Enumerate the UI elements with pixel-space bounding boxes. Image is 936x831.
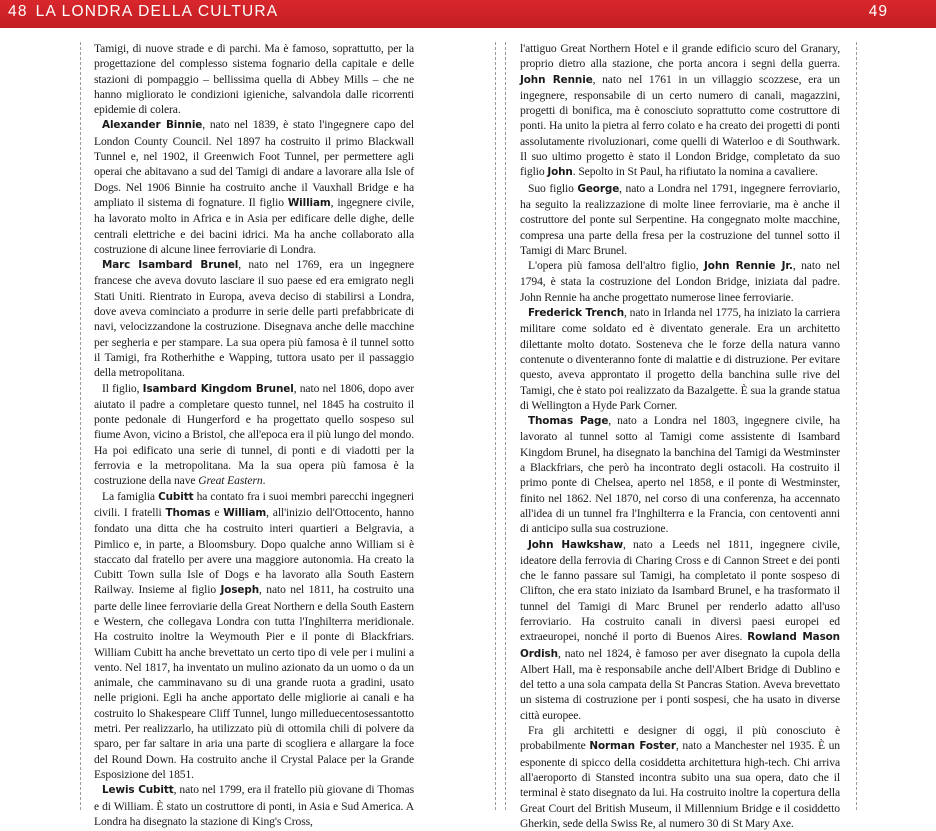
left-header: [8, 3, 278, 21]
person-name: John Rennie Jr.: [704, 260, 793, 273]
left-page-text: [94, 41, 414, 829]
person-name: Lewis Cubitt: [102, 784, 174, 797]
ship-name: Great Eastern: [198, 474, 263, 488]
gutter-rule-right: [505, 42, 506, 810]
paragraph: Tamigi, di nuove strade e di parchi. Ma è famoso, soprattutto, per la progettazione del complesso sistema fognario della capitale e delle stazioni di pompaggio – bellissima quella di Abbey Mills – che ne hanno migliorato le condizioni igieniche, salvandola dalle ricorrenti epidemie di colera.: [94, 42, 414, 117]
person-name: Thomas: [165, 506, 211, 519]
person-name: Joseph: [220, 584, 259, 597]
running-header: [0, 0, 936, 28]
person-name: Isambard Kingdom Brunel: [142, 382, 294, 395]
person-name: Rowland Mason Ordish: [520, 631, 840, 660]
person-name: John: [547, 166, 573, 179]
paragraph-rennie: l'attiguo Great Northern Hotel e il grande edificio scuro del Granary, proprio dietro alla stazione, che porta ancora i segni della guerra. John Rennie, nato nel 1761 in un villaggio scozzese, era un ingegnere, responsabile di un certo numero di canali, magazzini, progetti di bonifica, ma è conosciuto soprattutto come costruttore di ponti. Ha unito la pietra al ferro colato e ha creato dei progetti di ponti assolutamente rivoluzionari, come quelli di Waterloo e di Southwark. Il suo ultimo progetto è stato il London Bridge, completato da suo figlio John. Sepolto in St Paul, ha rifiutato la nomina a cavaliere.: [520, 42, 840, 179]
right-page-number: 49: [868, 3, 888, 20]
right-page-text: [520, 41, 840, 831]
person-name: Cubitt: [158, 490, 194, 503]
left-page-number: 48: [8, 3, 28, 20]
person-name: Frederick Trench: [528, 307, 624, 320]
person-name: Alexander Binnie: [102, 119, 203, 132]
paragraph-marc-brunel: Marc Isambard Brunel, nato nel 1769, era un ingegnere francese che aveva dovuto lasciare il suo paese ed era emigrato negli Stati Uniti. Rientrato in Europa, aveva deciso di stabilirsi a Londra, dove aveva cominciato a produrre in serie delle parti prefabbricate di navi, velocizzandone la costruzione. Disegnava anche delle macchine per segheria e per stampare. La sua opera più famosa è il tunnel sotto il Tamigi, fra Rotherhithe e Wapping, tuttora usato per il passaggio della metropolitana.: [94, 258, 414, 380]
person-name: John Hawkshaw: [528, 538, 623, 551]
paragraph-isambard-brunel: Il figlio, Isambard Kingdom Brunel, nato nel 1806, dopo aver aiutato il padre a completare questo tunnel, nel 1845 ha costruito il ponte pedonale di Hungerford e ha progettato quello sospeso sul fiume Avon, vicino a Bristol, che all'epoca era il più lungo del mondo. Ha poi edificato una serie di tunnel, di ponti e di viadotti per la ferrovia e la metropolitana. Ma la sua opera più famosa è la costruzione della nave Great Eastern.: [94, 381, 415, 488]
person-name: George: [577, 182, 620, 195]
paragraph-foster: Fra gli architetti e designer di oggi, il più conosciuto è probabilmente Norman Foster, nato a Manchester nel 1935. È un esponente di spicco della cosiddetta architettura high-tech. Chi arriva all'aeroporto di Stansted incontra subito una sua opera, dato che il terminal è stato disegnato da lui. Ha costruito inoltre la copertura della Great Court del British Museum, il Millennium Bridge e il cosiddetto Gherkin, sede della Swiss Re, al numero 30 di St Mary Axe.: [520, 724, 841, 830]
person-name: William: [287, 196, 331, 209]
paragraph-rennie-jr: L'opera più famosa dell'altro figlio, John Rennie Jr., nato nel 1794, è stata la costruzione del London Bridge, iniziata dal padre. John Rennie ha anche progettato numerose linee ferroviarie.: [520, 259, 840, 304]
left-margin-rule: [80, 42, 81, 810]
person-name: Marc Isambard Brunel: [102, 259, 239, 272]
paragraph-hawkshaw: John Hawkshaw, nato a Leeds nel 1811, ingegnere civile, ideatore della ferrovia di Charing Cross e di Cannon Street e dei ponti che le fanno passare sul Tamigi, ha completato il ponte sospeso di Clifton, che era stato iniziato da Isambard Brunel, e ha trasformato il tunnel del Tamigi di Marc Brunel per renderlo adatto all'uso ferroviario. Ha costruito canali in diversi paesi europei ed extraeuropei, nonché il porto di Buenos Aires. Rowland Mason Ordish, nato nel 1824, è famoso per aver disegnato la cupola della Albert Hall, ma è responsabile anche dell'Albert Bridge di Dublino e del tetto a una sola campata della St Pancras Station. Aveva brevettato un sistema di costruzione per i ponti sospesi, che ha usato in diverse città europee.: [520, 537, 840, 722]
paragraph-cubitt: La famiglia Cubitt ha contato fra i suoi membri parecchi ingegneri civili. I fratelli Thomas e William, all'inizio dell'Ottocento, hanno fondato una ditta che ha costruito interi quartieri a Belgravia, a Pimlico e, in parte, a Bloomsbury. Dopo qualche anno William si è staccato dal fratello per avere una maggiore autonomia. Ha creato la Cubitt Town sulla Isle of Dogs e ha lavorato alla South Eastern Railway. Insieme al figlio Joseph, nato nel 1811, ha costruito una parte delle linee ferroviarie della Great Northern e della South Eastern e Western, che collegava Londra con tutta l'Inghilterra meridionale. Ha costruito inoltre la Weymouth Pier e il ponte di Blackfriars. William Cubitt ha anche brevettato un certo tipo di vele per i mulini a vento. Nel 1817, ha inventato un mulino azionato da un uomo o da un animale, che camminavano su di una grande ruota a gradini, usato nelle prigioni. Egli ha anche apportato delle migliorie ai canali e ha costruito lo Shakespeare Cliff Tunnel, lungo milleduecentosessantotto metri. Per realizzarlo, ha utilizzato più di ottomila chili di polvere da sparo, per far saltare in aria una parte di scogliera e allargare la foce del Round Down. Ha costruito anche il Crystal Palace per la Grande Esposizione del 1851.: [94, 489, 414, 781]
gutter-rule-left: [495, 42, 496, 810]
person-name: Thomas Page: [528, 415, 609, 428]
person-name: Norman Foster: [589, 740, 676, 753]
paragraph-binnie: Alexander Binnie, nato nel 1839, è stato l'ingegnere capo del London County Council. Nel 1897 ha costruito il primo Blackwall Tunnel e, nel 1902, il Greenwich Foot Tunnel, per permettere agli operai che abitavano a sud del Tamigi di andare a lavorare alla Isle of Dogs. Nel 1906 Binnie ha costruito anche il Vauxhall Bridge e ha ampliato il sistema di fognature. Il figlio William, ingegnere civile, ha lavorato molto in Africa e in Asia per edificare delle dighe, delle centrali elettriche e dei bacini idrici. Ma ha anche collaborato alla costruzione di alcune linee ferroviarie di Londra.: [94, 118, 415, 256]
paragraph-george-rennie: Suo figlio George, nato a Londra nel 1791, ingegnere ferroviario, ha seguito la realizzazione di molte linee ferroviarie, ma è anche il costruttore del ponte sul Serpentine. Ha congegnato molte macchine, compresa una parte della fresa per la costruzione del tunnel sotto il Tamigi di Marc Brunel.: [520, 181, 840, 257]
person-name: William: [223, 506, 267, 519]
paragraph-page: Thomas Page, nato a Londra nel 1803, ingegnere civile, ha lavorato al tunnel sotto al Tamigi come assistente di Isambard Kingdom Brunel, ha disegnato la banchina del Tamigi da Westminster a Blackfriars, che però ha incontrato degli ostacoli. Ha costruito il primo ponte di Chelsea, aperto nel 1858, e il ponte di Westminster, finito nel 1862. Nel 1870, nel corso di una conferenza, ha accennato all'idea di un tunnel fra l'Inghilterra e la Francia, con centoventi anni di anticipo sulla sua costruzione.: [520, 414, 840, 536]
right-margin-rule: [856, 42, 857, 810]
paragraph-trench: Frederick Trench, nato in Irlanda nel 1775, ha iniziato la carriera militare come soldato ed è diventato generale. Era un architetto dilettante molto dotato. Sosteneva che le forze della natura vanno contenute o diventeranno fonte di malattie e di distruzione. Per evitare questo, aveva approntato il progetto della banchina sulle rive del Tamigi, che è stato poi realizzato da Bazalgette. È sua la grande statua di Wellington a Hyde Park Corner.: [520, 306, 840, 412]
running-title: LA LONDRA DELLA CULTURA: [35, 3, 279, 20]
person-name: John Rennie: [520, 73, 593, 86]
paragraph-lewis-cubitt: Lewis Cubitt, nato nel 1799, era il fratello più giovane di Thomas e di William. È stato un costruttore di ponti, in Asia e Sud America. A Londra ha disegnato la stazione di King's Cross,: [94, 783, 415, 828]
